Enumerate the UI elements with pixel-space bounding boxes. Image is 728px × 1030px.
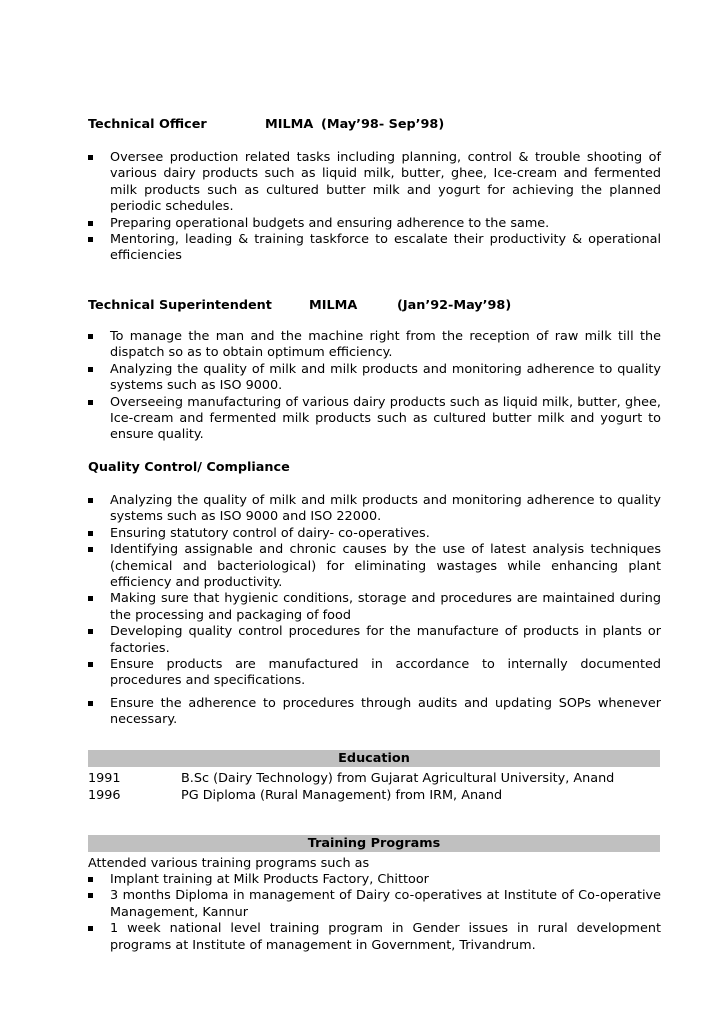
square-bullet-icon (88, 400, 93, 405)
training-intro: Attended various training programs such as (88, 856, 370, 871)
square-bullet-icon (88, 237, 93, 242)
quality-section-title: Quality Control/ Compliance (88, 460, 290, 475)
list-item: Making sure that hygienic conditions, storage and procedures are maintained during the processing and packaging of food (88, 591, 661, 624)
list-item: Ensuring statutory control of dairy- co-operatives. (88, 526, 661, 542)
list-item: Implant training at Milk Products Factory, Chittoor (88, 872, 661, 888)
square-bullet-icon (88, 367, 93, 372)
square-bullet-icon (88, 531, 93, 536)
list-item: Ensure products are manufactured in accordance to internally documented procedures and specifications. (88, 657, 661, 690)
list-item: Mentoring, leading & training taskforce to escalate their productivity & operational efficiencies (88, 232, 661, 265)
list-item: Preparing operational budgets and ensuring adherence to the same. (88, 216, 661, 232)
square-bullet-icon (88, 547, 93, 552)
education-section-bar: Education (88, 750, 660, 767)
job-title: Technical Officer (88, 117, 207, 132)
education-year: 1991 (88, 771, 121, 786)
square-bullet-icon (88, 893, 93, 898)
list-item: 1 week national level training program in Gender issues in rural development programs at Institute of management in Government, Trivandrum. (88, 921, 661, 954)
job-period: (Jan’92-May’98) (397, 298, 512, 313)
list-item: Ensure the adherence to procedures through audits and updating SOPs whenever necessary. (88, 696, 661, 729)
square-bullet-icon (88, 498, 93, 503)
job-org: MILMA (309, 298, 358, 313)
list-item: Oversee production related tasks including planning, control & trouble shooting of various dairy products such as liquid milk, butter, ghee, Ice-cream and fermented milk products such as cultured butter milk and yogurt for achieving the planned periodic schedules. (88, 150, 661, 216)
education-degree: B.Sc (Dairy Technology) from Gujarat Agricultural University, Anand (181, 771, 615, 786)
education-year: 1996 (88, 788, 121, 803)
list-item: Overseeing manufacturing of various dairy products such as liquid milk, butter, ghee, Ice-cream and fermented milk products such as cultured butter milk and yogurt to ensure quality. (88, 395, 661, 444)
list-item: Developing quality control procedures for the manufacture of products in plants or factories. (88, 624, 661, 657)
square-bullet-icon (88, 926, 93, 931)
list-item: To manage the man and the machine right from the reception of raw milk till the dispatch so as to obtain optimum efficiency. (88, 329, 661, 362)
list-item: Analyzing the quality of milk and milk products and monitoring adherence to quality systems such as ISO 9000 and ISO 22000. (88, 493, 661, 526)
list-item: 3 months Diploma in management of Dairy co-operatives at Institute of Co-operative Management, Kannur (88, 888, 661, 921)
job-bullet-list (88, 150, 661, 265)
square-bullet-icon (88, 701, 93, 706)
square-bullet-icon (88, 155, 93, 160)
quality-bullet-list (88, 493, 661, 729)
job-period: (May’98- Sep’98) (321, 117, 445, 132)
training-section-bar: Training Programs (88, 835, 660, 852)
job-org: MILMA (265, 117, 314, 132)
square-bullet-icon (88, 221, 93, 226)
square-bullet-icon (88, 877, 93, 882)
list-item: Analyzing the quality of milk and milk products and monitoring adherence to quality systems such as ISO 9000. (88, 362, 661, 395)
job-title: Technical Superintendent (88, 298, 272, 313)
job-bullet-list (88, 329, 661, 444)
square-bullet-icon (88, 662, 93, 667)
square-bullet-icon (88, 629, 93, 634)
training-bullet-list (88, 872, 661, 954)
education-degree: PG Diploma (Rural Management) from IRM, Anand (181, 788, 503, 803)
square-bullet-icon (88, 596, 93, 601)
list-item: Identifying assignable and chronic causes by the use of latest analysis techniques (chemical and bacteriological) for eliminating wastages while enhancing plant efficiency and productivity. (88, 542, 661, 591)
square-bullet-icon (88, 334, 93, 339)
